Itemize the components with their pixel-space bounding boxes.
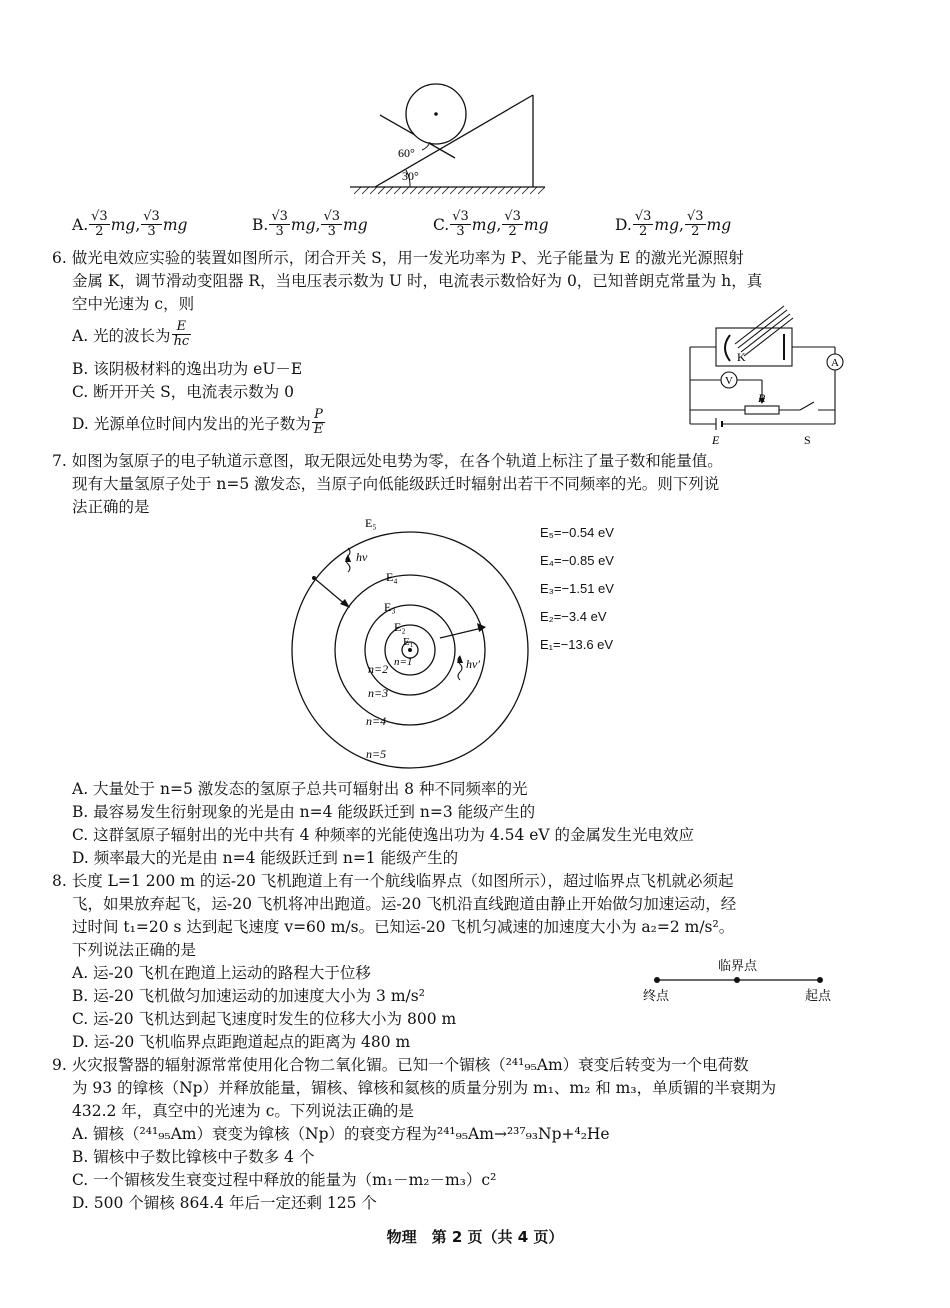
q5-figure xyxy=(340,70,560,200)
q8-option-b: B. 运-20 飞机做匀加速运动的加速度大小为 3 m/s² xyxy=(72,987,425,1005)
q6-label-r: R xyxy=(758,391,766,405)
q8-stem-line4: 下列说法正确的是 xyxy=(72,941,197,959)
q8-runway-figure xyxy=(640,955,840,1010)
q6-option-d: D. 光源单位时间内发出的光子数为 $\frac{P}{E}$ xyxy=(72,407,324,437)
q7-option-a: A. 大量处于 n=5 激发态的氢原子总共可辐射出 8 种不同频率的光 xyxy=(72,780,528,798)
q7-label-hv: hv xyxy=(356,550,368,564)
q8-option-d: D. 运-20 飞机临界点距跑道起点的距离为 480 m xyxy=(72,1033,411,1051)
q7-option-d: D. 频率最大的光是由 n=4 能级跃迁到 n=1 能级产生的 xyxy=(72,849,459,867)
q9-stem-line1: 9. 火灾报警器的辐射源常常使用化合物二氧化镅。已知一个镅核（²⁴¹₉₅Am）衰变后转变为一个电荷数 xyxy=(52,1056,749,1074)
q7-option-b: B. 最容易发生衍射现象的光是由 n=4 能级跃迁到 n=3 能级产生的 xyxy=(72,803,536,821)
q5-angle-60: 60° xyxy=(398,146,415,160)
q9-stem-line3: 432.2 年，真空中的光速为 c。下列说法正确的是 xyxy=(72,1102,414,1120)
q5-angle-30: 30° xyxy=(402,169,419,183)
q7-orbit-e4: E₄ xyxy=(386,570,398,584)
q7-stem-line1: 7. 如图为氢原子的电子轨道示意图，取无限远处电势为零，在各个轨道上标注了量子数和能量值。 xyxy=(52,452,723,470)
q9-option-b: B. 镅核中子数比镎核中子数多 4 个 xyxy=(72,1148,315,1166)
q7-orbit-n1: n=1 xyxy=(394,656,413,668)
q8-option-a: A. 运-20 飞机在跑道上运动的路程大于位移 xyxy=(72,964,371,982)
q7-orbit-n3: n=3 xyxy=(368,686,389,700)
q6-option-b: B. 该阴极材料的逸出功为 eU－E xyxy=(72,360,303,378)
q7-orbit-e5: E₅ xyxy=(365,516,377,530)
q8-stem-line3: 过时间 t₁=20 s 达到起飞速度 v=60 m/s。已知运-20 飞机匀减速的加速度大小为 a₂=2 m/s²。 xyxy=(72,918,735,936)
q6-circuit-figure xyxy=(680,298,850,448)
q5-option-b: B. $\frac{√3}{3}$ mg , $\frac{√3}{3}$ mg xyxy=(252,209,368,239)
page-footer: 物理 第 2 页（共 4 页） xyxy=(386,1228,564,1246)
q6-option-a: A. 光的波长为 $\frac{E}{hc}$ xyxy=(72,319,190,349)
q6-ammeter-a: A xyxy=(831,357,839,369)
q8-stem-line2: 飞，如果放弃起飞，运-20 飞机将冲出跑道。运-20 飞机沿直线跑道由静止开始做匀加速运动，经 xyxy=(72,895,737,913)
q7-level-e3: E₃=−1.51 eV xyxy=(540,581,614,596)
q9-option-d: D. 500 个镅核 864.4 年后一定还剩 125 个 xyxy=(72,1194,377,1212)
q6-stem-line2: 金属 K，调节滑动变阻器 R，当电压表示数为 U 时，电流表示数恰好为 0，已知普朗克常量为 h，真 xyxy=(72,272,763,290)
q7-orbit-figure xyxy=(290,510,540,780)
q9-option-a: A. 镅核（²⁴¹₉₅Am）衰变为镎核（Np）的衰变方程为²⁴¹₉₅Am→²³⁷₉₃Np+⁴₂He xyxy=(72,1125,610,1143)
q7-label-hv-prime: hv′ xyxy=(466,657,480,671)
q9-stem-line2: 为 93 的镎核（Np）并释放能量，镅核、镎核和氦核的质量分别为 m₁、m₂ 和 m₃，单质镅的半衰期为 xyxy=(72,1079,777,1097)
q6-stem-line3: 空中光速为 c，则 xyxy=(72,295,195,313)
q6-label-s: S xyxy=(804,433,811,447)
q7-orbit-e3: E₃ xyxy=(384,600,396,614)
q5-option-a: A. $\frac{√3}{2}$ mg , $\frac{√3}{3}$ mg xyxy=(72,209,188,239)
q7-level-e4: E₄=−0.85 eV xyxy=(540,553,614,568)
q7-orbit-e1: E₁ xyxy=(403,636,414,648)
q5-option-d: D. $\frac{√3}{2}$ mg , $\frac{√3}{2}$ mg xyxy=(615,209,732,239)
q7-orbit-n2: n=2 xyxy=(368,662,389,676)
q8-stem-line1: 8. 长度 L=1 200 m 的运-20 飞机跑道上有一个航线临界点（如图所示），超过临界点飞机就必须起 xyxy=(52,872,734,890)
q6-label-k: K xyxy=(737,350,746,364)
q6-voltmeter-v: V xyxy=(725,375,733,387)
q5-option-c: C. $\frac{√3}{3}$ mg , $\frac{√3}{2}$ mg xyxy=(433,209,549,239)
q7-stem-line2: 现有大量氢原子处于 n=5 激发态，当原子向低能级跃迁时辐射出若干不同频率的光。则下列说 xyxy=(72,475,720,493)
q7-stem-line3: 法正确的是 xyxy=(72,498,150,516)
q8-label-end: 终点 xyxy=(643,988,670,1003)
q7-option-c: C. 这群氢原子辐射出的光中共有 4 种频率的光能使逸出功为 4.54 eV 的金属发生光电效应 xyxy=(72,826,695,844)
q8-option-c: C. 运-20 飞机达到起飞速度时发生的位移大小为 800 m xyxy=(72,1010,457,1028)
q8-label-critical: 临界点 xyxy=(718,958,758,973)
q7-level-e1: E₁=−13.6 eV xyxy=(540,637,614,652)
q6-option-c: C. 断开开关 S，电流表示数为 0 xyxy=(72,383,294,401)
q7-level-e2: E₂=−3.4 eV xyxy=(540,609,607,624)
q7-level-e5: E₅=−0.54 eV xyxy=(540,525,614,540)
q8-label-start: 起点 xyxy=(805,988,832,1003)
q6-label-e: E xyxy=(712,433,720,447)
q7-orbit-n5: n=5 xyxy=(366,747,387,761)
q7-orbit-e2: E₂ xyxy=(394,620,406,634)
q6-stem-line1: 6. 做光电效应实验的装置如图所示，闭合开关 S，用一发光功率为 P、光子能量为 E 的激光光源照射 xyxy=(52,249,744,267)
q9-option-c: C. 一个镅核发生衰变过程中释放的能量为（m₁－m₂－m₃）c² xyxy=(72,1171,497,1189)
q7-orbit-n4: n=4 xyxy=(366,714,387,728)
